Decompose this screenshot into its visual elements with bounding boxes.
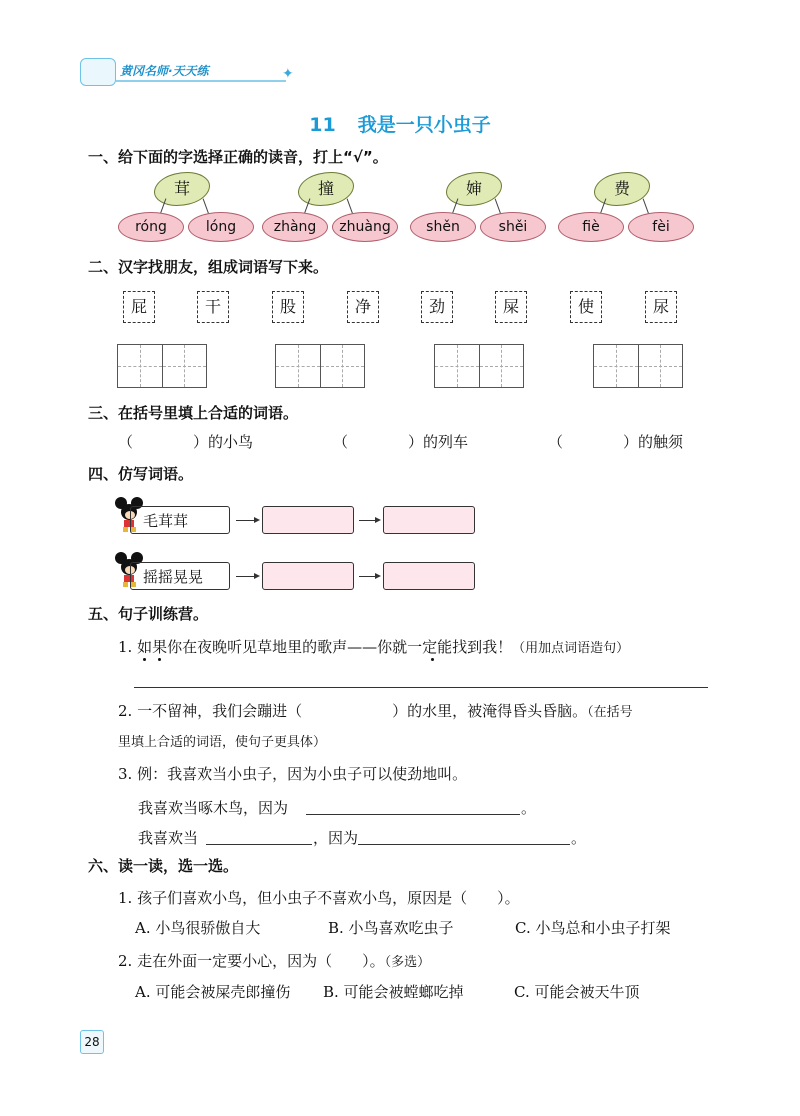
answer-line[interactable] <box>358 843 570 845</box>
question-body[interactable]: 2. 一不留神，我们会蹦进（ ）的水里，被淹得昏头昏脑。 <box>118 702 588 720</box>
lesson-number: 11 <box>309 114 336 136</box>
arrow-icon <box>359 576 379 577</box>
section-1-heading: 一、给下面的字选择正确的读音，打上“√”。 <box>88 148 388 166</box>
char-box: 尿 <box>645 291 677 323</box>
answer-box[interactable] <box>383 562 475 590</box>
arrow-icon <box>236 576 258 577</box>
emphasis-dot <box>158 658 161 661</box>
question-text <box>118 950 430 971</box>
option[interactable]: C. 小鸟总和小虫子打架 <box>515 919 671 937</box>
character-leaf: 费 <box>594 172 650 206</box>
arrow-icon <box>236 520 258 521</box>
page-title <box>0 110 800 137</box>
lesson-title: 我是一只小虫子 <box>357 114 491 136</box>
option[interactable]: A. 可能会被屎壳郎撞伤 <box>135 983 291 1001</box>
section-6-heading: 六、读一读，选一选。 <box>88 857 239 875</box>
writing-grid[interactable] <box>434 344 524 388</box>
answer-box[interactable] <box>262 562 354 590</box>
option[interactable]: C. 可能会被天牛顶 <box>514 983 640 1001</box>
question-note: （在括号 <box>587 705 633 720</box>
brand-text: 黄冈名师·天天练 <box>120 64 209 78</box>
question-text: ，因为 <box>313 829 359 847</box>
question-text: 我喜欢当 <box>138 829 199 847</box>
arrow-icon <box>359 520 379 521</box>
writing-grid[interactable] <box>117 344 207 388</box>
char-box: 股 <box>272 291 304 323</box>
question-text <box>118 700 633 721</box>
section-5-heading: 五、句子训练营。 <box>88 605 209 623</box>
question-text: 我喜欢当啄木鸟，因为 <box>138 799 289 817</box>
pinyin-item <box>410 172 550 247</box>
char-box: 劲 <box>421 291 453 323</box>
pinyin-option[interactable]: shěi <box>480 212 546 242</box>
question-text: 3. 例：我喜欢当小虫子，因为小虫子可以使劲地叫。 <box>118 765 468 783</box>
fill-blank[interactable]: （ ）的触须 <box>548 433 684 451</box>
period: 。 <box>571 829 587 847</box>
question-body[interactable]: 2. 走在外面一定要小心，因为（ ）。 <box>118 952 385 970</box>
answer-line[interactable] <box>134 686 708 688</box>
pinyin-option[interactable]: zhàng <box>262 212 328 242</box>
pinyin-option[interactable]: shěn <box>410 212 476 242</box>
answer-line[interactable] <box>306 813 520 815</box>
question-body: 1. 如果你在夜晚听见草地里的歌声——你就一定能找到我！ <box>118 638 513 656</box>
header-divider <box>116 80 286 82</box>
pinyin-option[interactable]: fiè <box>558 212 624 242</box>
section-2-heading: 二、汉字找朋友，组成词语写下来。 <box>88 258 329 276</box>
question-note: （多选） <box>384 955 431 970</box>
char-box: 使 <box>570 291 602 323</box>
pinyin-option[interactable]: zhuàng <box>332 212 398 242</box>
char-box: 屁 <box>123 291 155 323</box>
emphasis-dot <box>431 658 434 661</box>
question-text <box>118 636 629 657</box>
pinyin-item <box>558 172 698 247</box>
char-box: 干 <box>197 291 229 323</box>
answer-box[interactable] <box>383 506 475 534</box>
char-box: 屎 <box>495 291 527 323</box>
pinyin-option[interactable]: róng <box>118 212 184 242</box>
writing-grid[interactable] <box>593 344 683 388</box>
writing-grid[interactable] <box>275 344 365 388</box>
option[interactable]: B. 可能会被螳螂吃掉 <box>323 983 464 1001</box>
answer-box[interactable] <box>262 506 354 534</box>
emphasis-dot <box>143 658 146 661</box>
character-leaf: 撞 <box>298 172 354 206</box>
pinyin-option[interactable]: lóng <box>188 212 254 242</box>
answer-line[interactable] <box>206 843 312 845</box>
pinyin-item <box>118 172 258 247</box>
section-3-heading: 三、在括号里填上合适的词语。 <box>88 404 299 422</box>
option[interactable]: B. 小鸟喜欢吃虫子 <box>328 919 454 937</box>
sample-word-box: 毛茸茸 <box>130 506 230 534</box>
question-text[interactable]: 1. 孩子们喜欢小鸟，但小虫子不喜欢小鸟，原因是（ ）。 <box>118 889 520 907</box>
bear-icon <box>80 58 116 86</box>
char-box: 净 <box>347 291 379 323</box>
character-leaf: 婶 <box>446 172 502 206</box>
character-leaf: 茸 <box>154 172 210 206</box>
page-number: 28 <box>80 1030 104 1054</box>
pinyin-option[interactable]: fèi <box>628 212 694 242</box>
fill-blank[interactable]: （ ）的列车 <box>333 433 469 451</box>
brand-logo <box>80 58 294 86</box>
question-note: 里填上合适的词语，使句子更具体） <box>118 735 327 750</box>
option[interactable]: A. 小鸟很骄傲自大 <box>135 919 261 937</box>
period: 。 <box>521 799 537 817</box>
sample-word-box: 摇摇晃晃 <box>130 562 230 590</box>
section-4-heading: 四、仿写词语。 <box>88 465 194 483</box>
star-icon: ✦ <box>282 66 294 82</box>
question-note: （用加点词语造句） <box>512 641 630 656</box>
pinyin-item <box>262 172 402 247</box>
fill-blank[interactable]: （ ）的小鸟 <box>118 433 254 451</box>
